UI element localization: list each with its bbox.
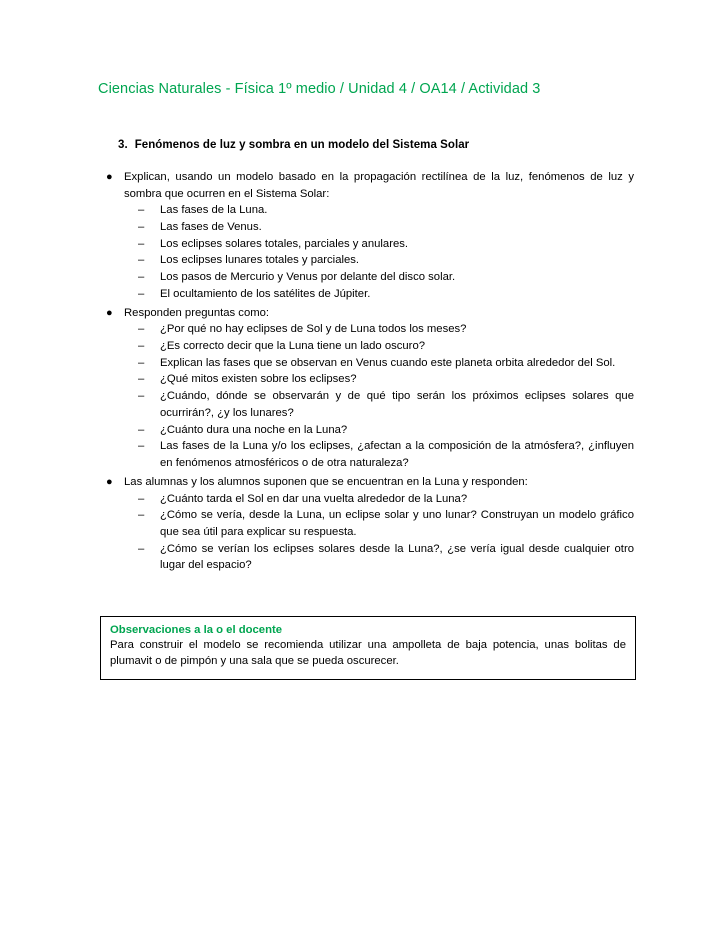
- dash-icon: –: [138, 423, 145, 436]
- dash-icon: –: [138, 340, 145, 353]
- sub-list: [124, 321, 634, 471]
- list-item-text: Explican, usando un modelo basado en la propagación rectilínea de la luz, fenómenos de luz y sombra que ocurren en el Sistema Solar:: [124, 170, 634, 200]
- dash-icon: –: [138, 271, 145, 284]
- activity-title-text: Fenómenos de luz y sombra en un modelo del Sistema Solar: [134, 138, 470, 151]
- list-item: [124, 371, 634, 388]
- list-item-text: Responden preguntas como:: [124, 306, 270, 319]
- list-item: [124, 422, 634, 439]
- list-item-text: ¿Es correcto decir que la Luna tiene un lado oscuro?: [160, 340, 426, 353]
- sub-list: [124, 202, 634, 302]
- activity-list: [98, 169, 634, 574]
- dash-icon: –: [138, 237, 145, 250]
- list-item-text: ¿Cómo se vería, desde la Luna, un eclipse solar y uno lunar? Construyan un modelo gráfico que sea útil para explicar su respuesta.: [160, 509, 634, 538]
- list-item-text: ¿Cuánto dura una noche en la Luna?: [160, 423, 348, 436]
- dash-icon: –: [138, 221, 145, 233]
- teacher-note-box: [100, 616, 636, 680]
- list-item-text: El ocultamiento de los satélites de Júpiter.: [160, 287, 371, 300]
- list-item-text: Las fases de Venus.: [160, 221, 262, 233]
- list-item: [124, 202, 634, 219]
- bullet-icon: ●: [106, 306, 113, 319]
- list-item-text: ¿Cuándo, dónde se observarán y de qué tipo serán los próximos eclipses solares que ocurrirán?, ¿y los lunares?: [160, 390, 634, 419]
- list-item: [124, 541, 634, 574]
- dash-icon: –: [138, 542, 145, 555]
- list-item: [98, 169, 634, 303]
- list-item: [124, 219, 634, 236]
- list-item-text: Los eclipses solares totales, parciales y anulares.: [160, 237, 409, 250]
- teacher-note-title: Observaciones a la o el docente: [110, 624, 283, 636]
- activity-number: 3.: [118, 138, 128, 151]
- bullet-icon: ●: [106, 170, 113, 183]
- list-item: [124, 438, 634, 471]
- list-item: [124, 355, 634, 372]
- list-item-text: ¿Por qué no hay eclipses de Sol y de Luna todos los meses?: [160, 323, 467, 336]
- list-item: [124, 491, 634, 508]
- list-item-text: Explican las fases que se observan en Venus cuando este planeta orbita alrededor del Sol.: [160, 356, 616, 369]
- dash-icon: –: [138, 287, 145, 300]
- bullet-icon: ●: [106, 475, 113, 488]
- dash-icon: –: [138, 204, 145, 217]
- list-item: [98, 474, 634, 574]
- list-item-text: Los eclipses lunares totales y parciales.: [160, 254, 360, 267]
- list-item-text: Los pasos de Mercurio y Venus por delante del disco solar.: [160, 271, 456, 284]
- list-item: [124, 286, 634, 303]
- list-item: [124, 388, 634, 421]
- dash-icon: –: [138, 356, 145, 369]
- list-item: [124, 338, 634, 355]
- dash-icon: –: [138, 323, 145, 336]
- list-item-text: Las alumnas y los alumnos suponen que se encuentran en la Luna y responden:: [124, 475, 528, 488]
- page-title: [118, 139, 634, 151]
- list-item-text: ¿Cuánto tarda el Sol en dar una vuelta alrededor de la Luna?: [160, 492, 468, 505]
- sub-list: [124, 491, 634, 575]
- breadcrumb: Ciencias Naturales - Física 1º medio / Unidad 4 / OA14 / Actividad 3: [98, 81, 541, 97]
- list-item: [124, 252, 634, 269]
- dash-icon: –: [138, 373, 145, 386]
- dash-icon: –: [138, 492, 145, 505]
- list-item-text: ¿Cómo se verían los eclipses solares desde la Luna?, ¿se vería igual desde cualquier otro lugar del espacio?: [160, 542, 634, 572]
- list-item: [124, 321, 634, 338]
- dash-icon: –: [138, 509, 145, 522]
- dash-icon: –: [138, 254, 145, 267]
- dash-icon: –: [138, 440, 145, 453]
- list-item-text: Las fases de la Luna.: [160, 204, 268, 217]
- dash-icon: –: [138, 390, 145, 403]
- list-item: [124, 236, 634, 253]
- list-item: [124, 507, 634, 540]
- teacher-note-body: Para construir el modelo se recomienda utilizar una ampolleta de baja potencia, unas bolitas de plumavit o de pimpón y una sala que se pueda oscurecer.: [110, 639, 626, 668]
- list-item-text: Las fases de la Luna y/o los eclipses, ¿afectan a la composición de la atmósfera?, ¿influyen en fenómenos atmosféricos o de otra naturaleza?: [160, 440, 634, 470]
- list-item-text: ¿Qué mitos existen sobre los eclipses?: [160, 373, 357, 386]
- list-item: [98, 305, 634, 472]
- list-item: [124, 269, 634, 286]
